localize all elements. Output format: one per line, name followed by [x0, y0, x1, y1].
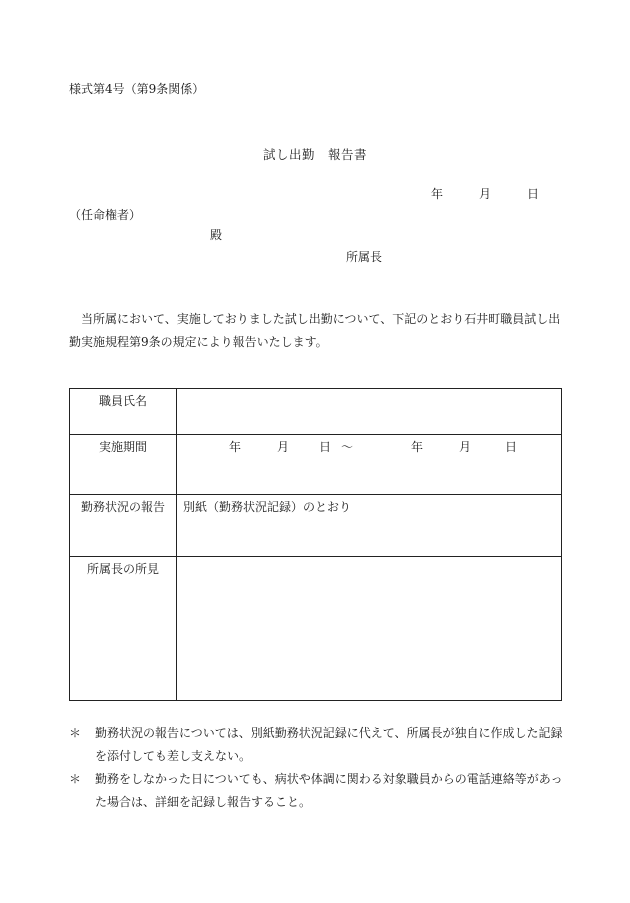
date-month: 月 — [479, 187, 492, 201]
employee-name-label: 職員氏名 — [70, 389, 177, 435]
table-row — [70, 435, 562, 495]
body-paragraph — [69, 308, 564, 354]
note-item — [69, 722, 564, 768]
period-tilde: ～ — [341, 440, 354, 454]
table-row — [70, 495, 562, 557]
period-values — [183, 438, 555, 455]
form-number: 様式第4号（第9条関係） — [69, 82, 205, 96]
date-year: 年 — [431, 187, 444, 201]
table-row — [70, 557, 562, 701]
period-end-day: 日 — [505, 440, 518, 454]
date-day: 日 — [527, 187, 540, 201]
employee-name-cell[interactable] — [177, 389, 562, 435]
note-text: 勤務状況の報告については、別紙勤務状況記録に代えて、所属長が独自に作成した記録を添付しても差し支えない。 — [95, 726, 563, 763]
period-start-day: 日 — [319, 440, 332, 454]
period-end-month: 月 — [459, 440, 472, 454]
period-start-month: 月 — [277, 440, 290, 454]
work-status-cell[interactable]: 別紙（勤務状況記録）のとおり — [177, 495, 562, 557]
note-item — [69, 768, 564, 814]
period-label: 実施期間 — [70, 435, 177, 495]
date-line — [431, 185, 539, 202]
note-mark: ＊ — [69, 772, 82, 786]
report-table — [69, 388, 562, 701]
chief-label: 所属長 — [346, 250, 383, 264]
honorific-label: 殿 — [210, 228, 223, 242]
body-text: 当所属において、実施しておりました試し出勤について、下記のとおり石井町職員試し出勤実施規程第9条の規定により報告いたします。 — [69, 312, 561, 349]
note-mark: ＊ — [69, 726, 82, 740]
appointer-label: （任命権者） — [69, 208, 142, 222]
notes — [69, 722, 564, 814]
table-row — [70, 389, 562, 435]
note-text: 勤務をしなかった日についても、病状や体調に関わる対象職員からの電話連絡等があった場合は、詳細を記録し報告すること。 — [95, 772, 563, 809]
work-status-label: 勤務状況の報告 — [70, 495, 177, 557]
document-title: 試し出勤 報告書 — [262, 147, 367, 162]
chief-opinion-cell[interactable] — [177, 557, 562, 701]
period-end-year: 年 — [411, 440, 424, 454]
chief-opinion-label: 所属長の所見 — [70, 557, 177, 701]
period-cell[interactable] — [177, 435, 562, 495]
period-start-year: 年 — [229, 440, 242, 454]
